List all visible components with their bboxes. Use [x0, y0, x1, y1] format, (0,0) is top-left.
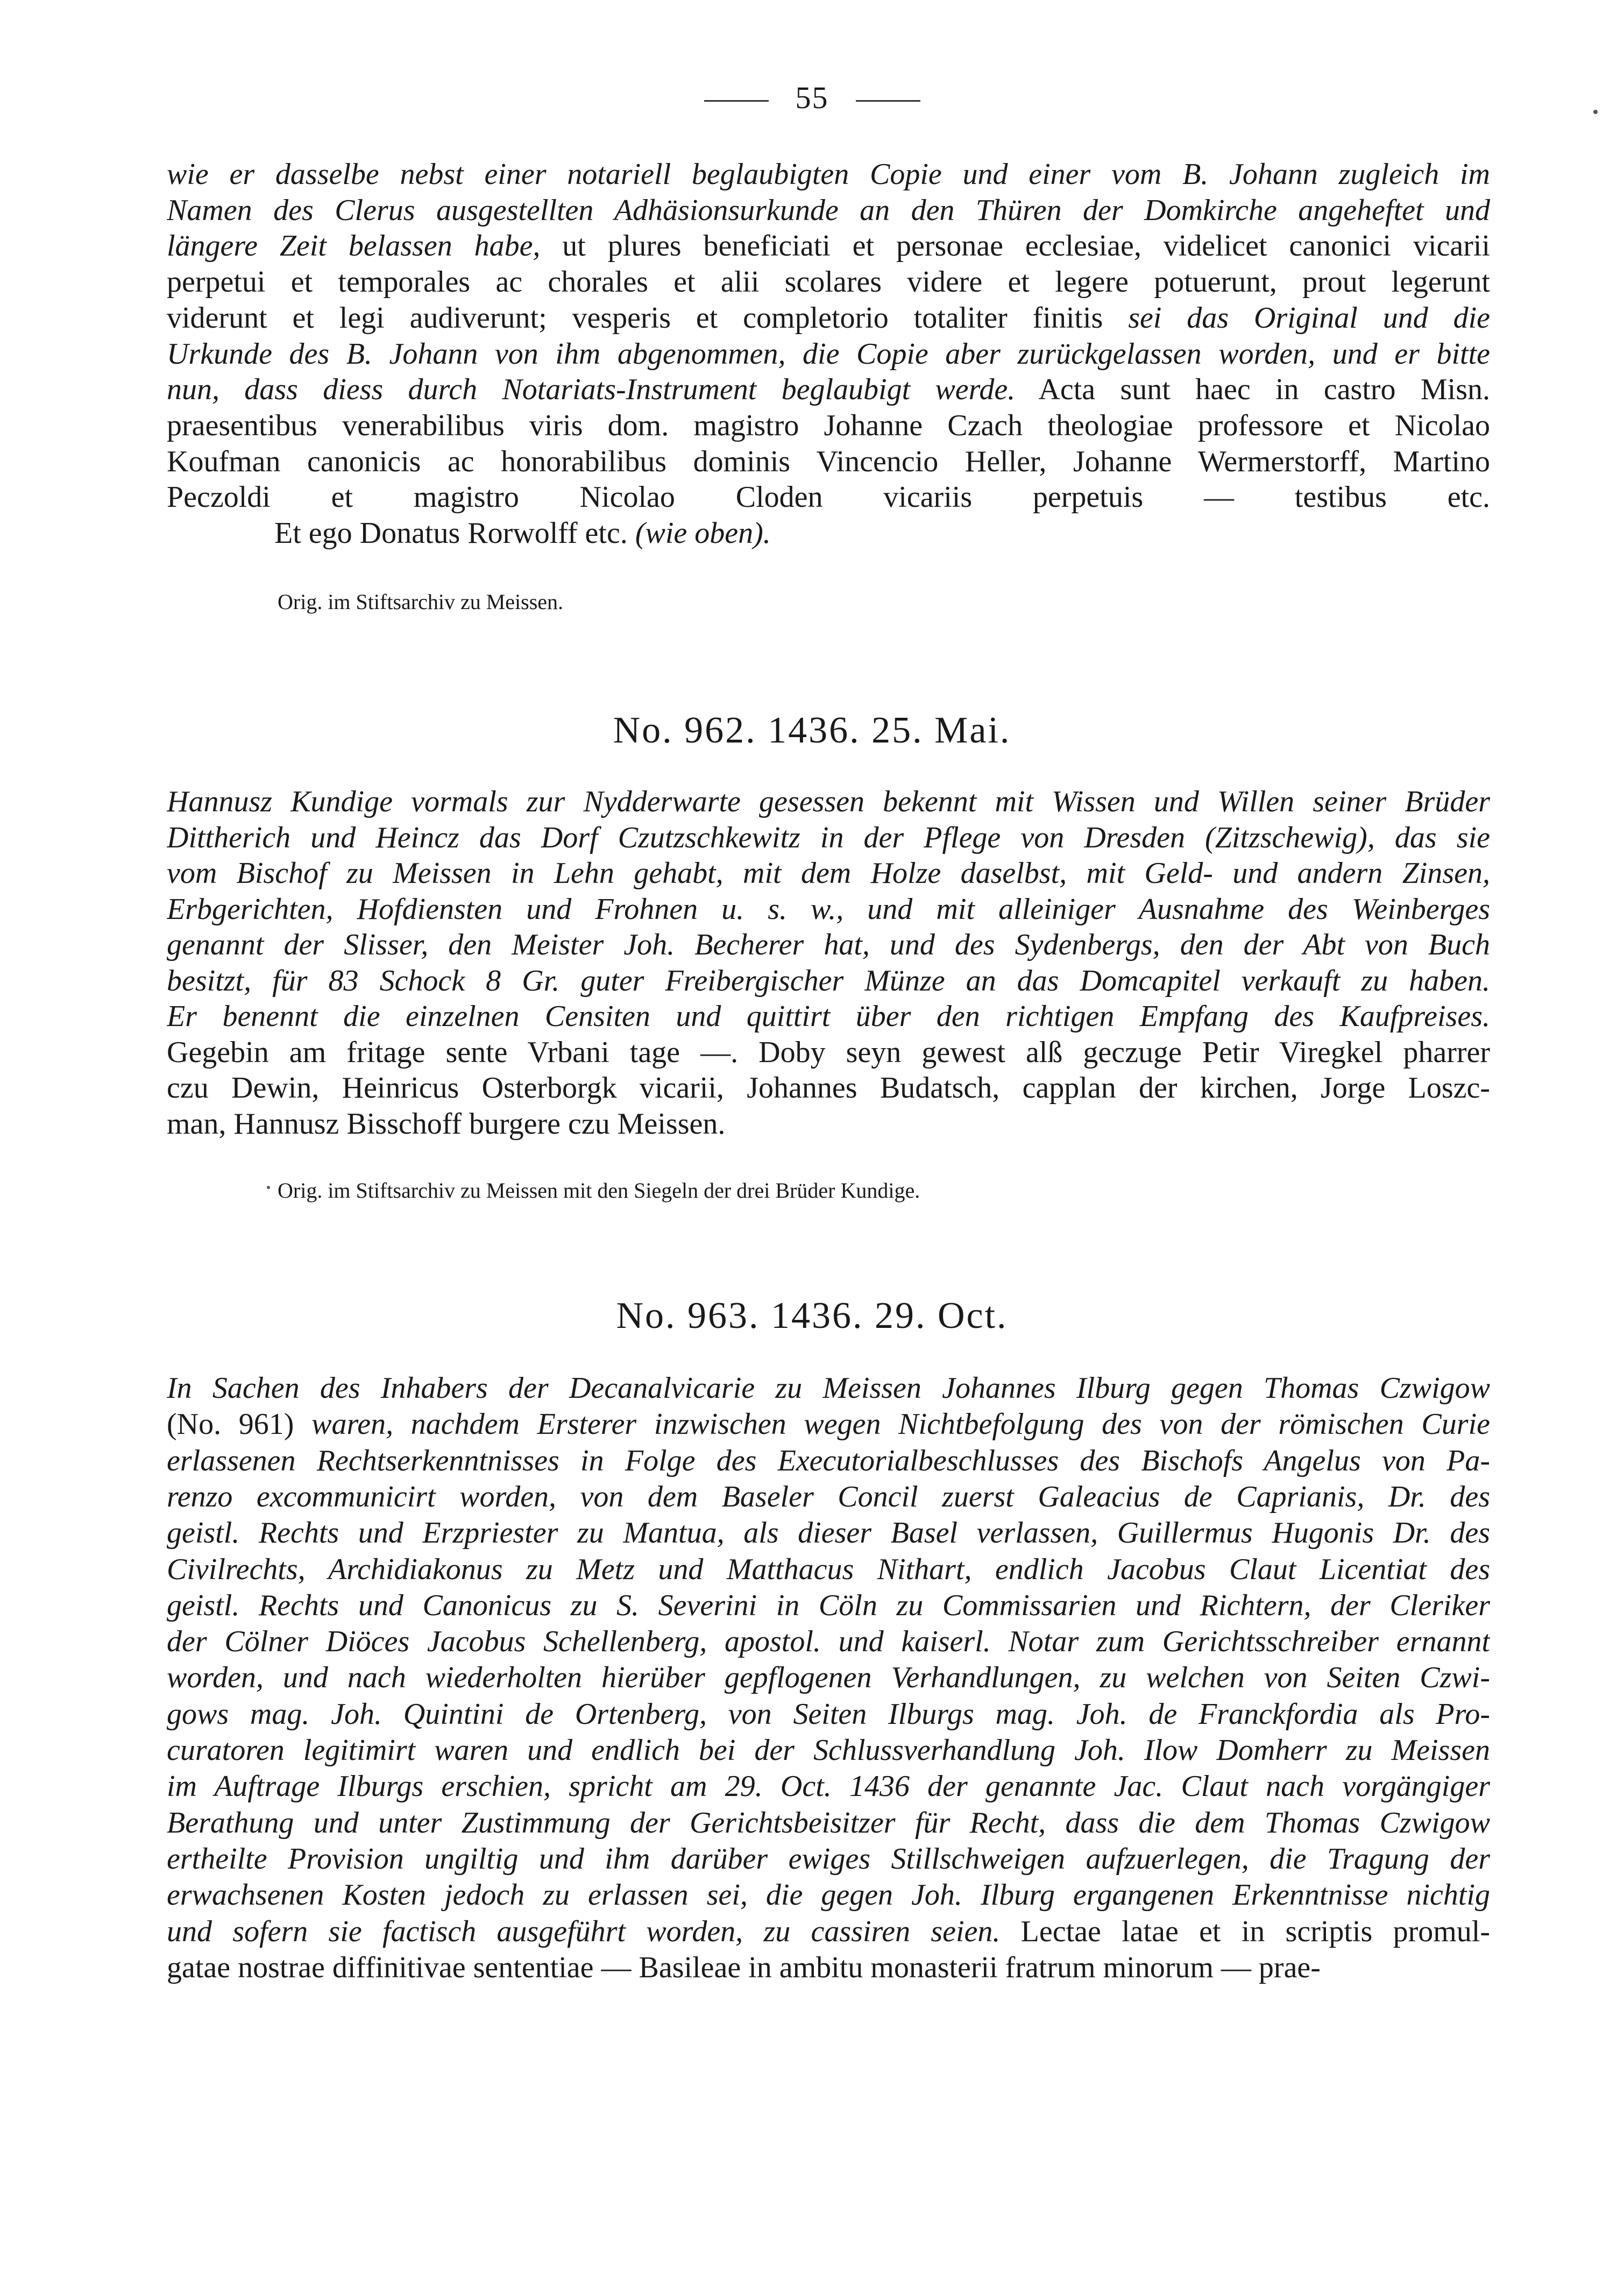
text-segment: Lectae latae et in scriptis promul-: [1000, 1915, 1490, 1948]
text-segment: besitzt, für 83 Schock 8 Gr. guter Freibergischer Münze an das Domcapitel verkauft zu haben.: [167, 964, 1490, 998]
text-segment: Koufman canonicis ac honorabilibus dominis Vincencio Heller, Johanne Wermerstorff, Martino: [167, 445, 1490, 478]
text-segment: Et ego Donatus Rorwolff etc.: [274, 517, 635, 550]
text-line: [167, 1841, 1490, 1878]
text-segment: viderunt et legi audiverunt; vesperis et completorio totaliter finitis: [167, 301, 1129, 335]
text-line: [167, 1587, 1490, 1625]
text-line: [167, 479, 1490, 517]
text-line: [167, 1659, 1490, 1697]
text-line: [167, 1768, 1490, 1806]
text-line: [167, 300, 1490, 337]
text-line: [167, 855, 1490, 893]
text-segment: waren, nachdem Ersterer inzwischen wegen Nichtbefolgung des von der römischen Curie: [311, 1408, 1490, 1441]
text-segment: längere Zeit belassen habe,: [167, 229, 541, 263]
page-number: 55: [795, 80, 829, 115]
source-note-962: Orig. im Stiftsarchiv zu Meissen mit den Siegeln der drei Brüder Kundige.: [278, 1178, 920, 1203]
text-line: [167, 927, 1490, 964]
text-segment: erlassenen Rechtserkenntnisses in Folge des Executorialbeschlusses des Bischofs Angelus von Pa-: [167, 1444, 1490, 1477]
text-line: [167, 336, 1490, 373]
text-segment: vom Bischof zu Meissen in Lehn gehabt, mit dem Holze daselbst, mit Geld- und andern Zinsen,: [167, 857, 1490, 890]
text-segment: ertheilte Provision ungiltig und ihm darüber ewiges Stillschweigen aufzuerlegen, die Tragung der: [167, 1842, 1490, 1876]
text-segment: Namen des Clerus ausgestellten Adhäsionsurkunde an den Thüren der Domkirche angeheftet und: [167, 194, 1490, 227]
text-segment: Gegebin am fritage sente Vrbani tage —. Doby seyn gewest alß geczuge Petir Viregkel pharrer: [167, 1036, 1490, 1069]
text-segment: Acta sunt haec in castro Misn.: [1015, 373, 1490, 406]
text-line: [167, 1070, 1490, 1107]
document-heading-963: No. 963. 1436. 29. Oct.: [616, 1295, 1008, 1337]
text-line: [167, 1370, 1490, 1408]
text-segment: wie er dasselbe nebst einer notariell beglaubigten Copie und einer vom B. Johann zugleich im: [167, 158, 1490, 191]
text-line: [167, 963, 1490, 1000]
text-line: [167, 1479, 1490, 1516]
text-segment: sei das Original und die: [1128, 301, 1490, 335]
header-dash-right: [856, 100, 920, 102]
text-line: [167, 264, 1490, 301]
text-segment: man, Hannusz Bisschoff burgere czu Meissen.: [167, 1107, 726, 1141]
text-line: [167, 819, 1490, 857]
text-line: [167, 1515, 1490, 1552]
text-segment: gows mag. Joh. Quintini de Ortenberg, von Seiten Ilburgs mag. Joh. de Franckfordia als Pro-: [167, 1698, 1490, 1731]
text-line: [167, 1913, 1490, 1951]
text-segment: curatoren legitimirt waren und endlich bei der Schlussverhandlung Joh. Ilow Domherr zu Meissen: [167, 1734, 1490, 1767]
text-line: [167, 156, 1490, 194]
text-line: [167, 891, 1490, 929]
text-line: [167, 407, 1490, 445]
text-segment: Berathung und unter Zustimmung der Gerichtsbeisitzer für Recht, dass die dem Thomas Czwigow: [167, 1806, 1490, 1840]
text-segment: czu Dewin, Heinricus Osterborgk vicarii, Johannes Budatsch, capplan der kirchen, Jorge Loszc-: [167, 1071, 1490, 1105]
margin-speck: [267, 1186, 270, 1189]
text-segment: geistl. Rechts und Erzpriester zu Mantua, als dieser Basel verlassen, Guillermus Hugonis Dr. des: [167, 1516, 1490, 1550]
text-line: [167, 1442, 1490, 1480]
text-segment: genannt der Slisser, den Meister Joh. Becherer hat, und des Sydenbergs, den der Abt von Buch: [167, 928, 1490, 961]
page-header: [0, 80, 1624, 116]
text-segment: Urkunde des B. Johann von ihm abgenommen, die Copie aber zurückgelassen worden, und er bitte: [167, 337, 1490, 371]
text-line: [167, 1949, 1490, 1987]
text-line: [167, 998, 1490, 1036]
text-segment: renzo excommunicirt worden, von dem Baseler Concil zuerst Galeacius de Caprianis, Dr. des: [167, 1480, 1490, 1514]
text-line: [167, 1732, 1490, 1770]
margin-speck: [1593, 110, 1598, 114]
text-segment: In Sachen des Inhabers der Decanalvicarie zu Meissen Johannes Ilburg gegen Thomas Czwigow: [167, 1371, 1490, 1405]
header-dash-left: [704, 100, 769, 102]
text-segment: Hannusz Kundige vormals zur Nydderwarte gesessen bekennt mit Wissen und Willen seiner Brüder: [167, 785, 1490, 818]
text-line: [167, 443, 1490, 481]
text-segment: gatae nostrae diffinitivae sententiae — Basileae in ambitu monasterii fratrum minorum — prae-: [167, 1951, 1321, 1984]
text-segment: Erbgerichten, Hofdiensten und Frohnen u. s. w., und mit alleiniger Ausnahme des Weinberges: [167, 893, 1490, 926]
text-line: [274, 515, 1490, 553]
text-segment: Civilrechts, Archidiakonus zu Metz und Matthacus Nithart, endlich Jacobus Claut Licentiat des: [167, 1553, 1490, 1586]
source-note-1: Orig. im Stiftsarchiv zu Meissen.: [278, 590, 564, 614]
text-segment: praesentibus venerabilibus viris dom. magistro Johanne Czach theologiae professore et Nicolao: [167, 409, 1490, 442]
text-line: [167, 1551, 1490, 1589]
text-line: [167, 371, 1490, 409]
text-line: [167, 1696, 1490, 1734]
text-segment: erwachsenen Kosten jedoch zu erlassen sei, die gegen Joh. Ilburg ergangenen Erkenntnisse nichtig: [167, 1878, 1490, 1912]
document-heading-962: No. 962. 1436. 25. Mai.: [613, 710, 1011, 751]
text-line: [167, 1805, 1490, 1842]
text-line: [167, 783, 1490, 821]
text-segment: Peczoldi et magistro Nicolao Cloden vicariis perpetuis — testibus etc.: [167, 480, 1490, 514]
text-segment: (wie oben).: [635, 517, 771, 550]
text-segment: geistl. Rechts und Canonicus zu S. Severini in Cöln zu Commissarien und Richtern, der Cleriker: [167, 1589, 1490, 1622]
text-line: [167, 1877, 1490, 1914]
text-segment: Dittherich und Heincz das Dorf Czutzschkewitz in der Pflege von Dresden (Zitzschewig), das sie: [167, 821, 1490, 854]
text-segment: Er benennt die einzelnen Censiten und quittirt über den richtigen Empfang des Kaufpreises.: [167, 1000, 1490, 1033]
text-line: [167, 192, 1490, 230]
text-line: [167, 1034, 1490, 1072]
text-segment: der Cölner Diöces Jacobus Schellenberg, apostol. und kaiserl. Notar zum Gerichtsschreiber ernannt: [167, 1625, 1490, 1658]
text-line: [167, 1406, 1490, 1444]
text-segment: worden, und nach wiederholten hierüber gepflogenen Verhandlungen, zu welchen von Seiten Czwi-: [167, 1661, 1490, 1694]
text-line: [167, 228, 1490, 265]
text-segment: ut plures beneficiati et personae ecclesiae, videlicet canonici vicarii: [540, 229, 1490, 263]
text-segment: (No. 961): [167, 1408, 312, 1441]
text-segment: im Auftrage Ilburgs erschien, spricht am 29. Oct. 1436 der genannte Jac. Claut nach vorgängiger: [167, 1770, 1490, 1803]
text-line: [167, 1623, 1490, 1661]
text-segment: nun, dass diess durch Notariats-Instrument beglaubigt werde.: [167, 373, 1016, 406]
text-segment: perpetui et temporales ac chorales et alii scolares videre et legere potuerunt, prout legerunt: [167, 265, 1490, 299]
text-line: [167, 1106, 1490, 1143]
text-segment: und sofern sie factisch ausgeführt worden, zu cassiren seien.: [167, 1915, 1001, 1948]
